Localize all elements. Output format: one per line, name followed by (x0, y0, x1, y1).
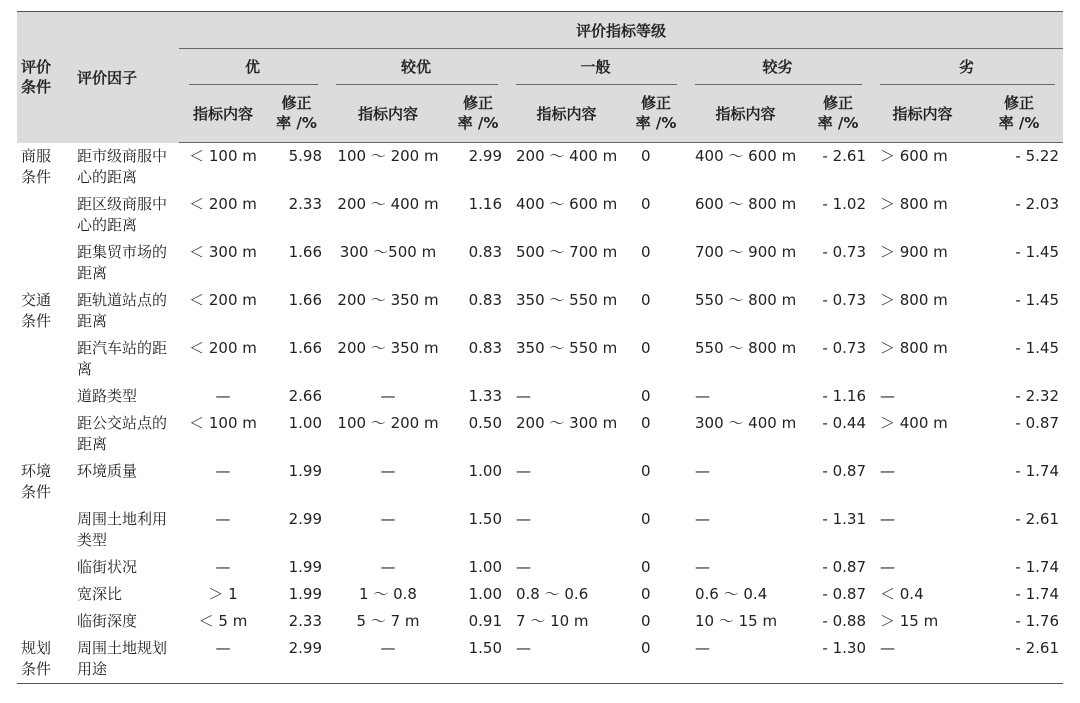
rate-cell: - 1.31 (822, 509, 866, 528)
sub-header-indicator: 指标内容 (506, 85, 627, 143)
condition-cell (17, 554, 74, 581)
indicator-cell: 200 ～ 400 m (516, 147, 618, 165)
sub-header-indicator: 指标内容 (326, 85, 450, 143)
factor-cell (74, 458, 179, 506)
condition-text: 规划条件 (21, 638, 52, 678)
indicator-cell: — (380, 557, 396, 576)
rate-line2: 率 /% (276, 114, 317, 133)
indicator-cell: — (880, 557, 895, 576)
rate-cell: 0.83 (468, 290, 502, 309)
indicator-cell: ＜ 5 m (198, 611, 248, 630)
sub-header-indicator: 指标内容 (870, 85, 975, 143)
header-grade-title (179, 12, 1063, 49)
condition-cell (17, 506, 74, 554)
factor-cell (74, 239, 179, 287)
rate-cell: 1.33 (468, 386, 502, 405)
indicator-cell: — (179, 635, 267, 684)
rate-cell: 0 (641, 290, 651, 309)
indicator-cell: — (506, 635, 627, 684)
header-grade-title-text: 评价指标等级 (576, 21, 667, 40)
rate-cell: 0 (641, 386, 651, 405)
indicator-cell: ＞ 900 m (880, 242, 948, 261)
rate-cell: 0 (641, 242, 651, 261)
condition-cell (17, 239, 74, 287)
indicator-cell: 100 ～ 200 m (337, 147, 439, 165)
indicator-cell: 5 ～ 7 m (356, 611, 420, 630)
grade-header-1 (326, 49, 506, 85)
factor-cell (74, 608, 179, 635)
indicator-cell: ＜ 200 m (189, 290, 257, 309)
indicator-cell: 100 ～ 200 m (337, 413, 439, 432)
indicator-cell: — (880, 461, 895, 480)
indicator-cell: ＜ 100 m (189, 413, 257, 432)
rate-cell: 1.00 (468, 557, 502, 576)
indicator-cell: 200 ～ 400 m (337, 194, 439, 213)
rate-cell: 1.50 (468, 509, 502, 528)
factor-cell (74, 191, 179, 239)
rate-cell: 0 (641, 338, 651, 357)
sub-header-rate (450, 85, 506, 143)
sub-header-rate (267, 85, 326, 143)
grade-label: 优 (244, 58, 260, 76)
factor-cell (74, 287, 179, 335)
rate-cell: 0 (641, 413, 651, 432)
indicator-cell: — (516, 386, 531, 405)
table-row (17, 608, 1063, 635)
indicator-cell: 200 ～ 350 m (337, 290, 439, 309)
table-row (17, 581, 1063, 608)
indicator-cell: 200 ～ 300 m (516, 413, 618, 432)
rate-cell: 1.00 (288, 413, 322, 432)
rate-cell: 1.66 (288, 242, 322, 261)
condition-cell (17, 458, 74, 506)
indicator-cell: — (695, 509, 710, 528)
indicator-cell: — (215, 461, 231, 480)
rate-cell: - 1.74 (1015, 557, 1060, 576)
indicator-cell: 500 ～ 700 m (516, 242, 618, 261)
factor-text: 环境质量 (77, 461, 138, 480)
indicator-cell: — (215, 557, 231, 576)
header-factor: 评价因子 (77, 68, 138, 87)
factor-text: 距轨道站点的距离 (77, 290, 168, 330)
indicator-cell: — (880, 386, 895, 405)
rate-line2: 率 /% (817, 114, 859, 133)
rate-line2: 率 /% (457, 114, 499, 133)
indicator-cell: — (326, 635, 450, 684)
rate-cell: - 0.73 (822, 290, 866, 309)
indicator-cell: ＞ 400 m (880, 413, 948, 432)
indicator-cell: — (516, 509, 531, 528)
sub-header-indicator: 指标内容 (685, 85, 806, 143)
rate-line1: 修正 (822, 94, 853, 113)
rate-line1: 修正 (462, 94, 493, 113)
table-row (17, 239, 1063, 287)
rate-cell: 1.99 (288, 584, 322, 603)
factor-text: 宽深比 (77, 584, 123, 603)
indicator-cell: — (380, 509, 396, 528)
table-header (17, 12, 1063, 143)
rate-cell: 1.99 (288, 557, 322, 576)
rate-cell: - 0.87 (822, 461, 866, 480)
table-row (17, 554, 1063, 581)
rate-cell: - 1.45 (1015, 338, 1060, 357)
indicator-cell: 600 ～ 800 m (695, 194, 797, 213)
rate-cell: - 0.44 (822, 413, 866, 432)
grade-label: 较劣 (762, 58, 793, 76)
indicator-cell: ＜ 200 m (189, 338, 257, 357)
rate-cell: 0.50 (468, 413, 502, 432)
factor-cell (74, 143, 179, 191)
rate-cell: 2.99 (288, 509, 322, 528)
rate-cell: - 0.73 (822, 338, 866, 357)
condition-cell (17, 383, 74, 410)
header-condition-text: 评价条件 (21, 58, 52, 97)
rate-line1: 修正 (640, 94, 671, 113)
sub-header-rate (975, 85, 1063, 143)
sub-header-rate (806, 85, 870, 143)
rate-cell: 1.50 (450, 635, 506, 684)
indicator-cell: — (516, 461, 531, 480)
rate-cell: 1.66 (288, 338, 322, 357)
rate-cell: 0 (641, 509, 651, 528)
evaluation-table-container (17, 11, 1063, 684)
rate-cell: - 1.30 (806, 635, 870, 684)
indicator-cell: 7 ～ 10 m (516, 611, 589, 630)
rate-cell: - 1.45 (1015, 242, 1060, 261)
grade-header-3 (685, 49, 870, 85)
table-row (17, 335, 1063, 383)
table-row (17, 383, 1063, 410)
rate-cell: - 2.61 (822, 147, 866, 165)
indicator-cell: 0.6 ～ 0.4 (695, 584, 768, 603)
indicator-cell: — (215, 509, 231, 528)
condition-cell (17, 608, 74, 635)
indicator-cell: ＞ 600 m (880, 147, 948, 165)
rate-cell: 1.00 (468, 584, 502, 603)
indicator-cell: 550 ～ 800 m (695, 290, 797, 309)
indicator-cell: 10 ～ 15 m (695, 611, 778, 630)
condition-cell (17, 635, 74, 684)
indicator-cell: — (380, 461, 396, 480)
rate-cell: 5.98 (288, 147, 322, 165)
indicator-cell: — (870, 635, 975, 684)
rate-cell: - 1.76 (1015, 611, 1060, 630)
rate-cell: 0 (641, 147, 651, 165)
rate-cell: 0 (627, 635, 685, 684)
factor-text: 距区级商服中心的距离 (77, 194, 168, 234)
rate-cell: - 0.73 (822, 242, 866, 261)
indicator-cell: 400 ～ 600 m (695, 147, 797, 165)
table-row (17, 506, 1063, 554)
rate-cell: - 1.74 (1015, 461, 1060, 480)
indicator-cell: — (880, 509, 895, 528)
grade-label: 较优 (400, 58, 431, 76)
indicator-cell: ＞ 800 m (880, 338, 948, 357)
condition-cell (17, 410, 74, 458)
table-body (17, 143, 1063, 684)
rate-cell: - 0.88 (822, 611, 866, 630)
rate-cell: - 1.02 (822, 194, 866, 213)
rate-cell: 2.33 (288, 194, 322, 213)
indicator-cell: — (516, 557, 531, 576)
indicator-cell: ＜ 200 m (189, 194, 257, 213)
indicator-cell: ＞ 800 m (880, 194, 948, 213)
condition-text: 环境条件 (21, 461, 52, 501)
grade-header-0 (179, 49, 326, 85)
factor-cell (74, 635, 179, 684)
table-row (17, 635, 1063, 684)
factor-text: 距汽车站的距离 (77, 338, 168, 378)
factor-text: 周围土地利用类型 (77, 509, 168, 549)
rate-cell: 2.66 (288, 386, 322, 405)
grade-label: 一般 (580, 58, 611, 76)
indicator-cell: — (380, 386, 396, 405)
rate-cell: - 2.32 (1015, 386, 1060, 405)
factor-text: 周围土地规划用途 (77, 638, 168, 678)
rate-cell: - 0.87 (1015, 413, 1060, 432)
factor-text: 距市级商服中心的距离 (77, 146, 168, 186)
rate-cell: 0 (641, 611, 651, 630)
condition-cell (17, 287, 74, 335)
factor-cell (74, 410, 179, 458)
factor-text: 临街状况 (77, 557, 138, 576)
indicator-cell: 700 ～ 900 m (695, 242, 797, 261)
indicator-cell: ＞ 1 (208, 584, 238, 603)
indicator-cell: 550 ～ 800 m (695, 338, 797, 357)
rate-cell: - 5.22 (1015, 147, 1060, 165)
indicator-cell: — (215, 386, 231, 405)
condition-cell (17, 191, 74, 239)
rate-cell: 0.91 (468, 611, 502, 630)
grade-header-2 (506, 49, 685, 85)
indicator-cell: 300 ～500 m (339, 242, 437, 261)
indicator-cell: 350 ～ 550 m (516, 338, 618, 357)
indicator-cell: ＜ 0.4 (880, 584, 924, 603)
table-row (17, 143, 1063, 191)
rate-cell: 1.66 (288, 290, 322, 309)
factor-cell (74, 335, 179, 383)
indicator-cell: — (695, 461, 710, 480)
indicator-cell: 200 ～ 350 m (337, 338, 439, 357)
sub-header-indicator: 指标内容 (179, 85, 267, 143)
grade-header-4 (870, 49, 1063, 85)
factor-text: 临街深度 (77, 611, 138, 630)
rate-line1: 修正 (281, 94, 312, 113)
factor-text: 道路类型 (77, 386, 138, 405)
table-row (17, 191, 1063, 239)
indicator-cell: — (695, 557, 710, 576)
indicator-cell: — (695, 386, 710, 405)
evaluation-table (17, 11, 1063, 684)
rate-cell: 2.33 (288, 611, 322, 630)
rate-line1: 修正 (1004, 94, 1035, 113)
indicator-cell: 350 ～ 550 m (516, 290, 618, 309)
rate-cell: 1.00 (468, 461, 502, 480)
factor-text: 距集贸市场的距离 (77, 242, 168, 282)
condition-cell (17, 335, 74, 383)
factor-text: 距公交站点的距离 (77, 413, 168, 453)
sub-header-rate (627, 85, 685, 143)
indicator-cell: ＜ 300 m (189, 242, 257, 261)
indicator-cell: 300 ～ 400 m (695, 413, 797, 432)
rate-cell: 0.83 (468, 242, 502, 261)
indicator-cell: ＞ 15 m (880, 611, 939, 630)
rate-line2: 率 /% (998, 114, 1040, 133)
rate-cell: - 0.87 (822, 584, 866, 603)
rate-cell: - 2.61 (1015, 509, 1060, 528)
indicator-cell: — (685, 635, 806, 684)
indicator-cell: 0.8 ～ 0.6 (516, 584, 589, 603)
rate-cell: - 2.61 (975, 635, 1063, 684)
rate-cell: 1.16 (468, 194, 502, 213)
grade-label: 劣 (959, 58, 975, 76)
rate-cell: 0 (641, 557, 651, 576)
rate-cell: 2.99 (468, 147, 502, 165)
condition-text: 交通条件 (21, 290, 52, 330)
condition-cell (17, 143, 74, 191)
rate-cell: 0.83 (468, 338, 502, 357)
indicator-cell: ＞ 800 m (880, 290, 948, 309)
factor-cell (74, 581, 179, 608)
header-condition (17, 12, 74, 143)
table-row (17, 458, 1063, 506)
rate-cell: 0 (641, 194, 651, 213)
rate-cell: - 0.87 (822, 557, 866, 576)
rate-cell: 0 (641, 461, 651, 480)
table-row (17, 410, 1063, 458)
rate-cell: - 1.74 (1015, 584, 1060, 603)
rate-cell: - 1.45 (1015, 290, 1060, 309)
rate-cell: 1.99 (288, 461, 322, 480)
condition-cell (17, 581, 74, 608)
indicator-cell: 1 ～ 0.8 (359, 584, 417, 603)
rate-cell: - 1.16 (822, 386, 866, 405)
condition-text: 商服条件 (21, 146, 52, 186)
factor-cell (74, 383, 179, 410)
rate-cell: - 2.03 (1015, 194, 1060, 213)
factor-cell (74, 506, 179, 554)
table-row (17, 287, 1063, 335)
factor-cell (74, 554, 179, 581)
indicator-cell: 400 ～ 600 m (516, 194, 618, 213)
rate-line2: 率 /% (635, 114, 677, 133)
rate-cell: 0 (641, 584, 651, 603)
indicator-cell: ＜ 100 m (189, 147, 257, 165)
rate-cell: 2.99 (267, 635, 326, 684)
